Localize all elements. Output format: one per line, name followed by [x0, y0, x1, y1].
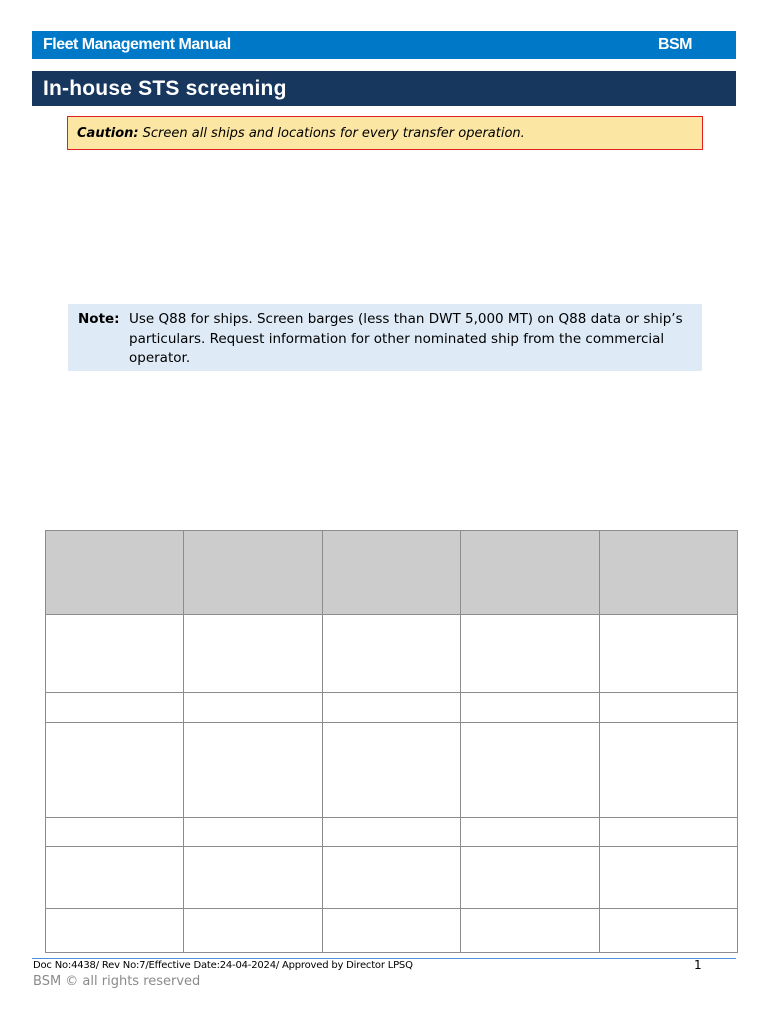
- table-row: [46, 693, 738, 723]
- table-cell: [461, 847, 600, 909]
- table-cell: [461, 693, 600, 723]
- table-cell: [184, 693, 323, 723]
- table-header-cell: [323, 531, 461, 615]
- note-label: Note:: [78, 311, 120, 327]
- table-header-cell: [600, 531, 738, 615]
- table-cell: [600, 818, 738, 847]
- note-text: Use Q88 for ships. Screen barges (less than DWT 5,000 MT) on Q88 data or ship’s particulars. Request information for other nominated ship from the commercial operator.: [129, 311, 683, 366]
- caution-label: Caution:: [77, 125, 139, 141]
- footer-doc-info: Doc No:4438/ Rev No:7/Effective Date:24-04-2024/ Approved by Director LPSQ: [33, 960, 413, 971]
- table-row: [46, 847, 738, 909]
- section-title-bar: [32, 71, 736, 106]
- table-cell: [600, 723, 738, 818]
- footer-divider: [32, 958, 736, 959]
- table-cell: [46, 818, 184, 847]
- table-header-cell: [461, 531, 600, 615]
- table-cell: [461, 909, 600, 953]
- table-cell: [600, 693, 738, 723]
- table-cell: [461, 723, 600, 818]
- table-cell: [46, 693, 184, 723]
- table-cell: [184, 847, 323, 909]
- table-cell: [46, 909, 184, 953]
- caution-text: Screen all ships and locations for every transfer operation.: [142, 125, 525, 141]
- table-cell: [600, 909, 738, 953]
- caution-box: [67, 116, 703, 150]
- table-cell: [184, 723, 323, 818]
- table-row: [46, 818, 738, 847]
- table-cell: [184, 615, 323, 693]
- table-cell: [600, 847, 738, 909]
- table-header-cell: [46, 531, 184, 615]
- screening-table: [45, 530, 738, 953]
- table-header-row: [46, 531, 738, 615]
- table-cell: [323, 723, 461, 818]
- table-header-cell: [184, 531, 323, 615]
- table-cell: [184, 818, 323, 847]
- table-cell: [323, 818, 461, 847]
- note-box: [68, 304, 702, 371]
- table-cell: [184, 909, 323, 953]
- brand-name: BSM: [657, 36, 692, 53]
- table-row: [46, 909, 738, 953]
- table-cell: [323, 693, 461, 723]
- table-cell: [461, 818, 600, 847]
- table-cell: [46, 615, 184, 693]
- table-row: [46, 723, 738, 818]
- table-cell: [323, 847, 461, 909]
- manual-title: Fleet Management Manual: [43, 36, 231, 53]
- table-cell: [46, 847, 184, 909]
- table-row: [46, 615, 738, 693]
- table-cell: [600, 615, 738, 693]
- table-cell: [323, 909, 461, 953]
- table-cell: [461, 615, 600, 693]
- page-number: 1: [694, 958, 702, 972]
- table-cell: [46, 723, 184, 818]
- table-cell: [323, 615, 461, 693]
- section-title: In-house STS screening: [43, 76, 287, 100]
- footer-rights: BSM © all rights reserved: [33, 974, 201, 989]
- document-header: [32, 31, 736, 59]
